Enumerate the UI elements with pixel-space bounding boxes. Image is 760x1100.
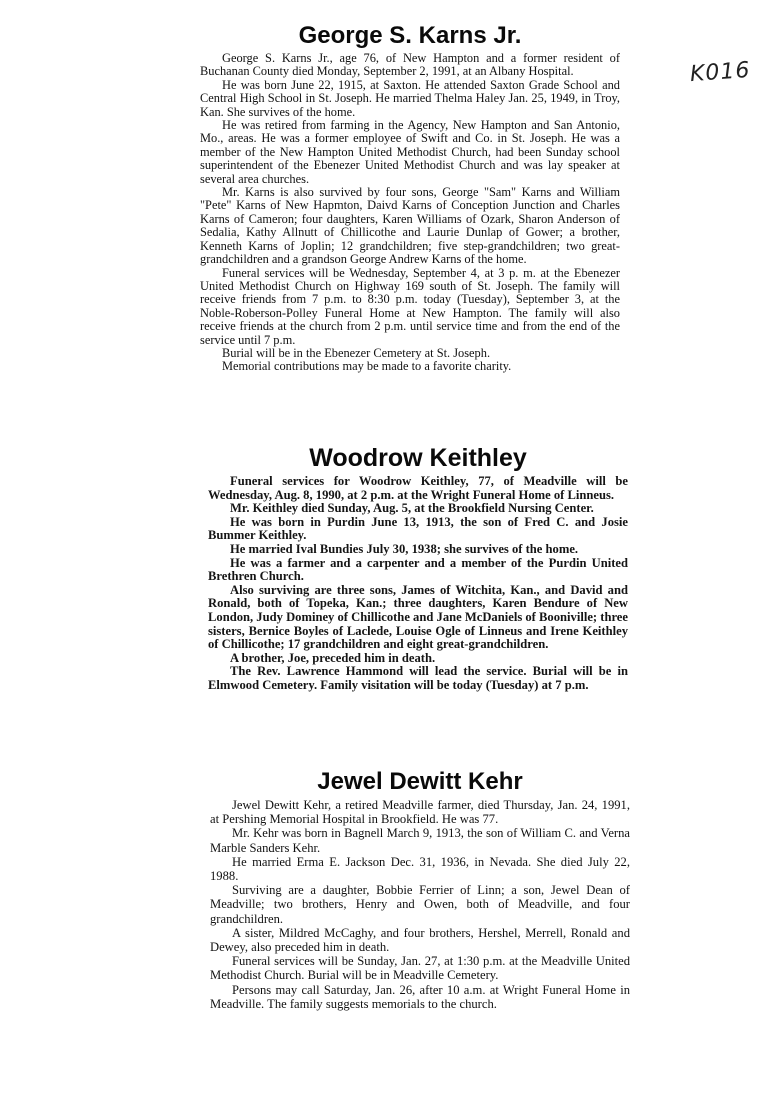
obituary-headline: Woodrow Keithley — [309, 444, 527, 472]
obituary-paragraph: Surviving are a daughter, Bobbie Ferrier of Linn; a son, Jewel Dean of Meadville; two brothers, Henry and Owen, both of Meadville, and four grandchildren. — [210, 883, 630, 926]
obituary-paragraph: Funeral services will be Wednesday, September 4, at 3 p. m. at the Ebenezer United Methodist Church on Highway 169 south of St. Joseph. The family will receive friends from 7 p.m. to 8:30 p.m. today (Tuesday), September 3, at the Noble-Roberson-Polley Funeral Home at New Hampton. The family will also receive friends at the church from 2 p.m. until service time and from the end of the service until 7 p.m. — [200, 265, 620, 347]
obituary-paragraph: Jewel Dewitt Kehr, a retired Meadville farmer, died Thursday, Jan. 24, 1991, at Pershing Memorial Hospital in Brookfield. He was 77. — [210, 798, 630, 827]
obituary-paragraph: He was retired from farming in the Agency, New Hampton and San Antonio, Mo., areas. He was a former employee of Swift and Co. in St. Joseph. He was a member of the New Hampton United Methodist Church, had been Sunday school superintendent of the Ebenezer United Methodist Church and was lay speaker at several area churches. — [200, 118, 620, 186]
obituary-paragraph: Funeral services for Woodrow Keithley, 77, of Meadville will be Wednesday, Aug. 8, 1990, at 2 p.m. at the Wright Funeral Home of Linneus. — [208, 474, 628, 502]
obituary-paragraph: He was born June 22, 1915, at Saxton. He attended Saxton Grade School and Central High School in St. Joseph. He married Thelma Haley Jan. 25, 1949, in Troy, Kan. She survives of the home. — [200, 77, 620, 119]
obituary-paragraph: A sister, Mildred McCaghy, and four brothers, Hershel, Merrell, Ronald and Dewey, also preceded him in death. — [210, 925, 630, 955]
obituary-paragraph: Mr. Karns is also survived by four sons, George "Sam" Karns and William "Pete" Karns of New Hapmton, Daivd Karns of Conception Junction and Charles Karns of Cameron; four daughters, Karen Williams of Ozark, Sharon Anderson of Sedalia, Kathy Allnutt of Chillicothe and Laurie Dunlap of Gower; a brother, Kenneth Karns of Joplin; 12 grandchildren; five step-grandchildren; two great-grandchildren and a grandson George Andrew Karns of the home. — [200, 185, 620, 267]
obituary-headline: Jewel Dewitt Kehr — [317, 768, 523, 795]
obituary-paragraph: He married Ival Bundies July 30, 1938; she survives of the home. — [230, 541, 579, 556]
obituary-paragraph: Memorial contributions may be made to a favorite charity. — [222, 359, 512, 374]
obituary-paragraph: Funeral services will be Sunday, Jan. 27, at 1:30 p.m. at the Meadville United Methodist Church. Burial will be in Meadville Cemetery. — [210, 954, 630, 983]
obituary-paragraph: He was born in Purdin June 13, 1913, the son of Fred C. and Josie Bummer Keithley. — [208, 514, 628, 543]
obituary-paragraph: George S. Karns Jr., age 76, of New Hampton and a former resident of Buchanan County died Monday, September 2, 1991, at an Albany Hospital. — [200, 51, 620, 79]
obituary-paragraph: Mr. Kehr was born in Bagnell March 9, 1913, the son of William C. and Verna Marble Sanders Kehr. — [210, 826, 630, 855]
obituary-paragraph: He married Erma E. Jackson Dec. 31, 1936, in Nevada. She died July 22, 1988. — [210, 854, 630, 884]
obituary-paragraph: Mr. Keithley died Sunday, Aug. 5, at the Brookfield Nursing Center. — [230, 501, 594, 516]
obituary-paragraph: He was a farmer and a carpenter and a member of the Purdin United Brethren Church. — [208, 555, 628, 584]
obituary-paragraph: Also surviving are three sons, James of Witchita, Kan., and David and Ronald, both of Topeka, Kan.; three daughters, Karen Bendure of New London, Judy Dominey of Chillicothe and Jane McDaniels of Booniville; three sisters, Bernice Boyles of Laclede, Louise Ogle of Linneus and Irene Keithley of Chillicothe; 17 grandchildren and eight great-grandchildren. — [208, 582, 628, 652]
obituary-paragraph: A brother, Joe, preceded him in death. — [230, 650, 436, 665]
obituary-keithley — [208, 444, 628, 693]
obituary-paragraph: Burial will be in the Ebenezer Cemetery at St. Joseph. — [222, 345, 491, 360]
obituary-headline: George S. Karns Jr. — [298, 22, 522, 49]
obituary-paragraph: The Rev. Lawrence Hammond will lead the service. Burial will be in Elmwood Cemetery. Family visitation will be today (Tuesday) at 7 p.m. — [208, 664, 628, 692]
handwritten-archive-mark: K016 — [689, 57, 752, 88]
obituary-paragraph: Persons may call Saturday, Jan. 26, after 10 a.m. at Wright Funeral Home in Meadville. The family suggests memorials to the church. — [210, 982, 630, 1011]
obituary-kehr — [210, 768, 630, 1011]
obituary-karns — [200, 22, 620, 374]
